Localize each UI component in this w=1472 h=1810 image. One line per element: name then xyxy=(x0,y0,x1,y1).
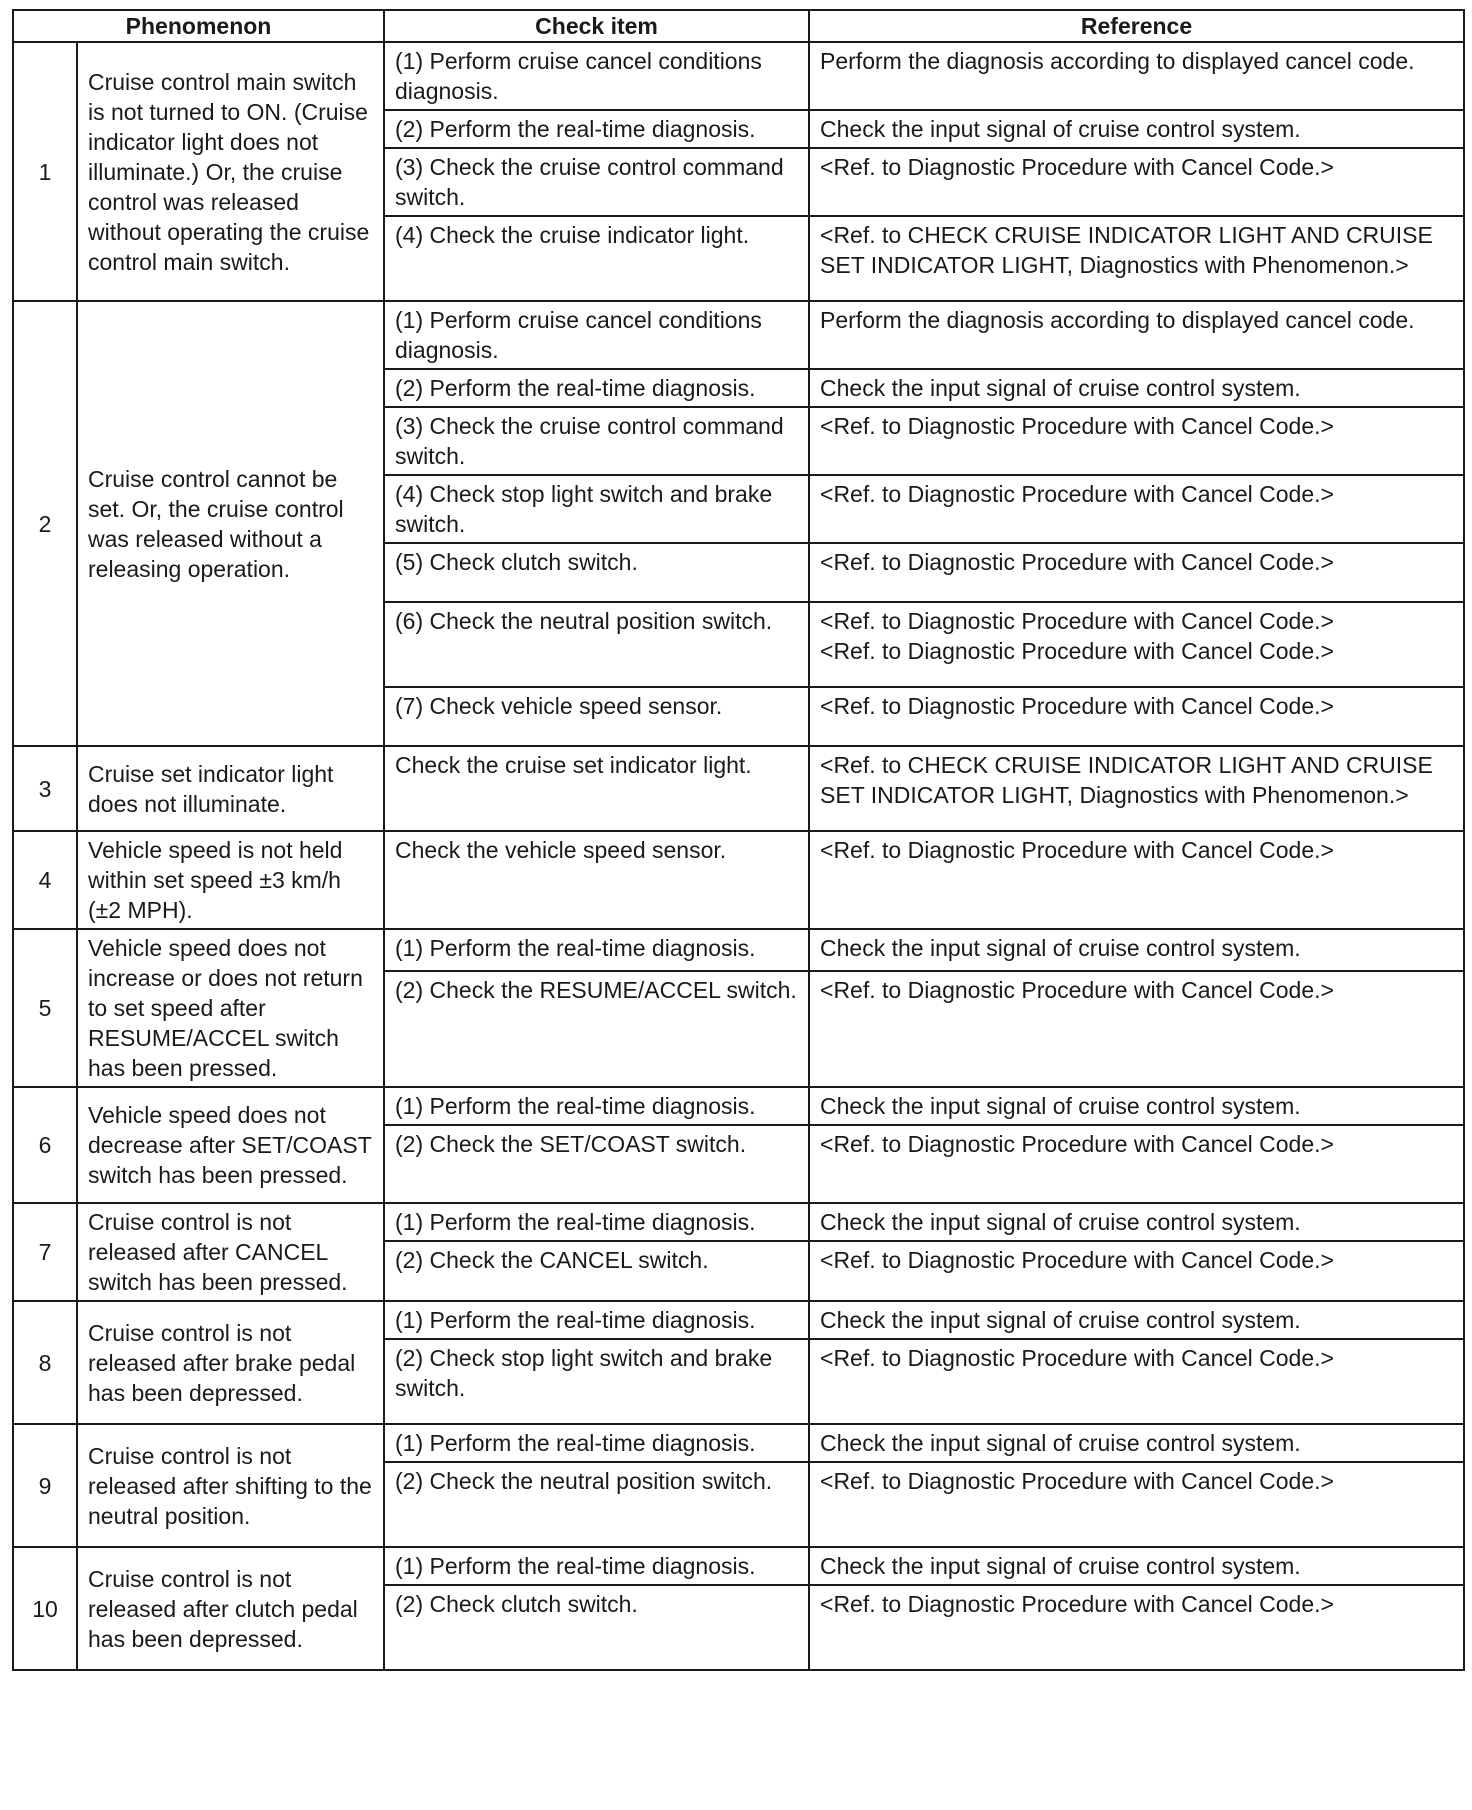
phenomenon-description: Cruise control main switch is not turned to ON. (Cruise indicator light does not illuminate.) Or, the cruise control was released without operating the cruise control main switch. xyxy=(77,42,384,301)
reference xyxy=(809,1462,1464,1547)
reference xyxy=(809,301,1464,369)
check-item: (1) Perform cruise cancel conditions diagnosis. xyxy=(384,42,809,110)
table-row xyxy=(13,831,1464,929)
header-check-item: Check item xyxy=(384,10,809,42)
reference-text: <Ref. to Diagnostic Procedure with Cancel Code.> xyxy=(820,481,1334,507)
check-item: (2) Check clutch switch. xyxy=(384,1585,809,1670)
table-row xyxy=(13,746,1464,831)
check-item: (3) Check the cruise control command switch. xyxy=(384,148,809,216)
check-item: (2) Check stop light switch and brake switch. xyxy=(384,1339,809,1424)
reference xyxy=(809,543,1464,602)
check-item: (2) Perform the real-time diagnosis. xyxy=(384,369,809,407)
reference-text: <Ref. to Diagnostic Procedure with Cancel Code.> xyxy=(820,608,1334,634)
reference-text: <Ref. to Diagnostic Procedure with Cancel Code.> xyxy=(820,1468,1334,1494)
table-row xyxy=(13,1301,1464,1339)
reference-text: Check the input signal of cruise control system. xyxy=(820,1553,1301,1579)
table-row xyxy=(13,1547,1464,1585)
check-item: (3) Check the cruise control command switch. xyxy=(384,407,809,475)
check-item: (2) Check the CANCEL switch. xyxy=(384,1241,809,1301)
reference-text: <Ref. to Diagnostic Procedure with Cancel Code.> xyxy=(820,1591,1334,1617)
reference xyxy=(809,1585,1464,1670)
phenomenon-number: 6 xyxy=(13,1087,77,1203)
reference-text: <Ref. to CHECK CRUISE INDICATOR LIGHT AND CRUISE SET INDICATOR LIGHT, Diagnostics with Phenomenon.> xyxy=(820,222,1433,278)
reference-text: Check the input signal of cruise control system. xyxy=(820,1209,1301,1235)
check-item: (7) Check vehicle speed sensor. xyxy=(384,687,809,746)
reference-text: <Ref. to Diagnostic Procedure with Cancel Code.> xyxy=(820,693,1334,719)
reference xyxy=(809,110,1464,148)
table-row xyxy=(13,42,1464,110)
reference xyxy=(809,1339,1464,1424)
reference-text: <Ref. to Diagnostic Procedure with Cancel Code.> xyxy=(820,413,1334,439)
reference xyxy=(809,687,1464,746)
reference xyxy=(809,1125,1464,1203)
check-item: (5) Check clutch switch. xyxy=(384,543,809,602)
phenomenon-description: Vehicle speed does not increase or does not return to set speed after RESUME/ACCEL switch has been pressed. xyxy=(77,929,384,1087)
reference-text: <Ref. to Diagnostic Procedure with Cancel Code.> xyxy=(820,1131,1334,1157)
table-body xyxy=(13,42,1464,1670)
reference-text: <Ref. to Diagnostic Procedure with Cancel Code.> xyxy=(820,1345,1334,1371)
phenomenon-number: 7 xyxy=(13,1203,77,1301)
reference-text: Check the input signal of cruise control system. xyxy=(820,1307,1301,1333)
reference-text: <Ref. to Diagnostic Procedure with Cancel Code.> xyxy=(820,549,1334,575)
phenomenon-number: 1 xyxy=(13,42,77,301)
check-item: (1) Perform the real-time diagnosis. xyxy=(384,1424,809,1462)
check-item: (4) Check stop light switch and brake switch. xyxy=(384,475,809,543)
reference-text: Check the input signal of cruise control system. xyxy=(820,375,1301,401)
check-item: (1) Perform cruise cancel conditions diagnosis. xyxy=(384,301,809,369)
reference xyxy=(809,42,1464,110)
phenomenon-number: 10 xyxy=(13,1547,77,1670)
phenomenon-number: 3 xyxy=(13,746,77,831)
reference xyxy=(809,369,1464,407)
check-item: (1) Perform the real-time diagnosis. xyxy=(384,1547,809,1585)
check-item: (6) Check the neutral position switch. xyxy=(384,602,809,687)
check-item: (1) Perform the real-time diagnosis. xyxy=(384,1203,809,1241)
reference xyxy=(809,1301,1464,1339)
phenomenon-description: Cruise control is not released after clutch pedal has been depressed. xyxy=(77,1547,384,1670)
phenomenon-number: 4 xyxy=(13,831,77,929)
table-row xyxy=(13,1203,1464,1241)
reference xyxy=(809,407,1464,475)
check-item: (2) Check the neutral position switch. xyxy=(384,1462,809,1547)
check-item: (2) Perform the real-time diagnosis. xyxy=(384,110,809,148)
reference xyxy=(809,1547,1464,1585)
reference xyxy=(809,1087,1464,1125)
phenomenon-number: 5 xyxy=(13,929,77,1087)
reference xyxy=(809,831,1464,929)
phenomenon-description: Cruise control is not released after CANCEL switch has been pressed. xyxy=(77,1203,384,1301)
check-item: (1) Perform the real-time diagnosis. xyxy=(384,929,809,971)
check-item: (2) Check the RESUME/ACCEL switch. xyxy=(384,971,809,1087)
table-row xyxy=(13,1087,1464,1125)
table-header xyxy=(13,10,1464,42)
reference-text: Check the input signal of cruise control system. xyxy=(820,935,1301,961)
reference-text: Check the input signal of cruise control system. xyxy=(820,116,1301,142)
check-item: (1) Perform the real-time diagnosis. xyxy=(384,1087,809,1125)
reference-text: Perform the diagnosis according to displayed cancel code. xyxy=(820,307,1415,333)
phenomenon-description: Cruise control is not released after brake pedal has been depressed. xyxy=(77,1301,384,1424)
header-phenomenon: Phenomenon xyxy=(13,10,384,42)
phenomenon-number: 2 xyxy=(13,301,77,746)
phenomenon-number: 8 xyxy=(13,1301,77,1424)
reference xyxy=(809,1424,1464,1462)
reference xyxy=(809,1203,1464,1241)
reference xyxy=(809,971,1464,1087)
phenomenon-number: 9 xyxy=(13,1424,77,1547)
reference-text: Perform the diagnosis according to displayed cancel code. xyxy=(820,48,1415,74)
phenomenon-description: Vehicle speed is not held within set speed ±3 km/h (±2 MPH). xyxy=(77,831,384,929)
reference xyxy=(809,602,1464,687)
reference xyxy=(809,216,1464,301)
reference-text: <Ref. to Diagnostic Procedure with Cancel Code.> xyxy=(820,1247,1334,1274)
reference-text: <Ref. to CHECK CRUISE INDICATOR LIGHT AND CRUISE SET INDICATOR LIGHT, Diagnostics with Phenomenon.> xyxy=(820,752,1433,808)
reference xyxy=(809,148,1464,216)
check-item: (4) Check the cruise indicator light. xyxy=(384,216,809,301)
reference-text: Check the input signal of cruise control system. xyxy=(820,1430,1301,1456)
table-row xyxy=(13,301,1464,369)
reference xyxy=(809,746,1464,831)
reference-text: Check the input signal of cruise control system. xyxy=(820,1093,1301,1119)
check-item: (2) Check the SET/COAST switch. xyxy=(384,1125,809,1203)
table-row xyxy=(13,1424,1464,1462)
reference xyxy=(809,929,1464,971)
reference-text-secondary: <Ref. to Diagnostic Procedure with Cancel Code.> xyxy=(820,638,1334,664)
reference-text: <Ref. to Diagnostic Procedure with Cancel Code.> xyxy=(820,976,1334,1003)
reference-text: <Ref. to Diagnostic Procedure with Cancel Code.> xyxy=(820,837,1334,863)
header-reference: Reference xyxy=(809,10,1464,42)
header-row xyxy=(13,10,1464,42)
reference-text: <Ref. to Diagnostic Procedure with Cancel Code.> xyxy=(820,154,1334,180)
diagnostics-table xyxy=(12,9,1465,1671)
phenomenon-description: Cruise control cannot be set. Or, the cruise control was released without a releasing operation. xyxy=(77,301,384,746)
reference xyxy=(809,1241,1464,1301)
check-item: Check the vehicle speed sensor. xyxy=(384,831,809,929)
check-item: Check the cruise set indicator light. xyxy=(384,746,809,831)
phenomenon-description: Cruise control is not released after shifting to the neutral position. xyxy=(77,1424,384,1547)
reference xyxy=(809,475,1464,543)
check-item: (1) Perform the real-time diagnosis. xyxy=(384,1301,809,1339)
phenomenon-description: Vehicle speed does not decrease after SET/COAST switch has been pressed. xyxy=(77,1087,384,1203)
phenomenon-description: Cruise set indicator light does not illuminate. xyxy=(77,746,384,831)
table-row xyxy=(13,929,1464,971)
